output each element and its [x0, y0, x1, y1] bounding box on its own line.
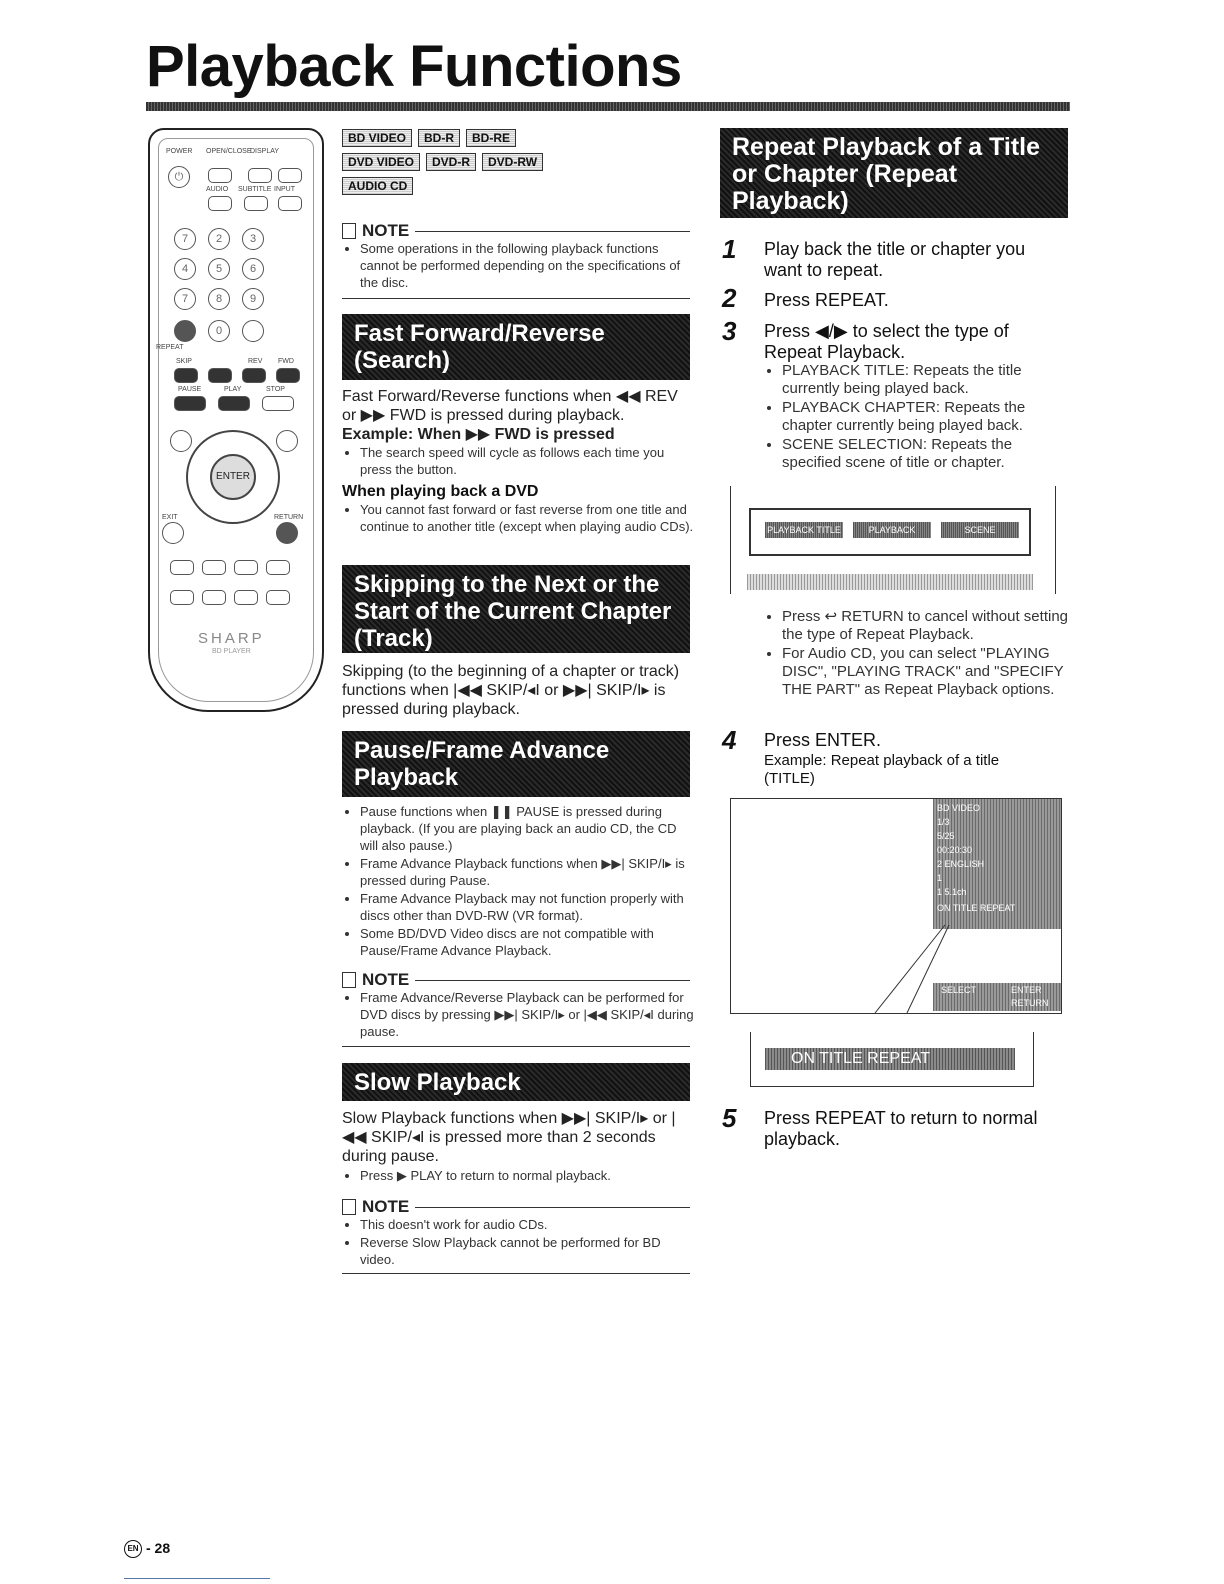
step-3-list: [766, 362, 1072, 473]
remote-label-subtitle: SUBTITLE: [238, 186, 272, 193]
color-button-b: [202, 560, 226, 575]
language-badge: EN: [124, 1540, 142, 1558]
skipping-body: Skipping (to the beginning of a chapter or track) functions when |◀◀ SKIP/◂I or ▶▶| SKIP/I▸ is pressed during playback.: [342, 663, 680, 718]
step-4-number: 4: [722, 725, 737, 755]
section-heading-fast-forward: Fast Forward/Reverse (Search): [342, 314, 690, 380]
num-7-icon: 7: [174, 228, 196, 250]
note1-header: [342, 221, 690, 241]
remote-label-skip: SKIP: [176, 358, 192, 365]
note1-list: [344, 240, 694, 292]
list-item: • You cannot fast forward or fast reverse from one title and continue to another title (except when playing audio CDs).: [360, 501, 694, 535]
exit-button-icon: [162, 522, 184, 544]
badge-dvd-video: DVD VIDEO: [342, 153, 420, 171]
extra-button-a: [170, 590, 194, 605]
option-playback-title: PLAYBACK TITLE: [765, 522, 843, 538]
osd-callout-bar: ON TITLE REPEAT: [765, 1048, 1015, 1070]
remote-label-play: PLAY: [224, 386, 242, 393]
open-close-button: [208, 168, 232, 183]
audio-button: [208, 196, 232, 211]
list-item: • For Audio CD, you can select "PLAYING DISC", "PLAYING TRACK" and "SPECIFY THE PART" as Repeat Playback options.: [782, 645, 1082, 699]
remote-label-exit: EXIT: [162, 514, 178, 521]
note2-label: NOTE: [362, 970, 410, 989]
num-7b-icon: 7: [174, 288, 196, 310]
note2-rule: [415, 980, 690, 981]
badge-bd-video: BD VIDEO: [342, 129, 412, 147]
note3-list: [344, 1216, 694, 1269]
section-heading-slow: Slow Playback: [342, 1063, 690, 1101]
osd-title: 1/3: [937, 817, 950, 827]
disc-badges-row3: [342, 177, 413, 195]
list-item: • Some BD/DVD Video discs are not compatible with Pause/Frame Advance Playback.: [360, 925, 694, 959]
step-4-example: Example: Repeat playback of a title (TITLE): [764, 752, 1000, 787]
rev-button: [242, 368, 266, 383]
step-1-text: Play back the title or chapter you want to repeat.: [764, 239, 1026, 280]
page-title: Playback Functions: [146, 34, 682, 99]
remote-brand-sub: BD PLAYER: [212, 648, 251, 655]
osd-figure: [730, 798, 1062, 1014]
repeat-type-menu: [749, 508, 1031, 556]
slow-body: Slow Playback functions when ▶▶| SKIP/I▸ or |◀◀ SKIP/◂I is pressed more than 2 seconds during pause.: [342, 1110, 676, 1165]
remote-label-stop: STOP: [266, 386, 285, 393]
note-icon: [342, 1199, 356, 1215]
badge-bd-re: BD-RE: [466, 129, 516, 147]
remote-label-open: OPEN/CLOSE: [206, 148, 252, 155]
list-item: • Some operations in the following playback functions cannot be performed depending on the specifications of the disc.: [360, 240, 694, 291]
return-button-icon: [276, 522, 298, 544]
note3-rule: [415, 1207, 690, 1208]
remote-label-return: RETURN: [274, 514, 304, 521]
step-5-number: 5: [722, 1103, 737, 1133]
note3-label: NOTE: [362, 1197, 410, 1216]
slow-list: [344, 1167, 694, 1185]
skip-back-button: [174, 368, 198, 383]
section-heading-repeat: Repeat Playback of a Title or Chapter (Repeat Playback): [720, 128, 1068, 218]
remote-label-rev: REV: [248, 358, 263, 365]
note2-header: [342, 970, 690, 990]
osd-audio: 1 5.1ch: [937, 887, 967, 897]
remote-label-power: POWER: [166, 148, 193, 155]
page-number: [124, 1540, 170, 1558]
num-3-icon: 3: [242, 228, 264, 250]
list-item: • Press ↩ RETURN to cancel without setting the type of Repeat Playback.: [782, 608, 1082, 644]
step-1-number: 1: [722, 234, 737, 264]
subtitle-button: [244, 196, 268, 211]
footer-line: [124, 1578, 270, 1579]
pause-list: [344, 803, 694, 960]
section-heading-pause: Pause/Frame Advance Playback: [342, 731, 690, 797]
remote-label-audio: AUDIO: [206, 186, 229, 193]
remote-label-fwd: FWD: [278, 358, 294, 365]
list-item: • Press ▶ PLAY to return to normal playback.: [360, 1167, 694, 1184]
list-item: • This doesn't work for audio CDs.: [360, 1216, 694, 1233]
remote-label-repeat: REPEAT: [156, 344, 184, 351]
tv-button: [278, 168, 302, 183]
disc-badges-row2: [342, 153, 543, 171]
step-3-text: Press ◀/▶ to select the type of Repeat Playback.: [764, 321, 1009, 362]
title-rule: [146, 102, 1070, 111]
osd-callout: [750, 1032, 1034, 1087]
fast-forward-example: Example: When ▶▶ FWD is pressed: [342, 426, 615, 443]
repeat-type-bar: [747, 574, 1033, 590]
osd-angle: 1: [937, 873, 943, 883]
remote-label-display: DISPLAY: [250, 148, 280, 155]
fwd-button: [276, 368, 300, 383]
stop-button: [262, 396, 294, 411]
osd-subtitle: 2 ENGLISH: [937, 859, 985, 869]
note1-rule: [415, 231, 690, 232]
play-button: [218, 396, 250, 411]
step-2-number: 2: [722, 283, 737, 313]
osd-select: SELECT: [941, 985, 977, 995]
display-button: [248, 168, 272, 183]
color-button-d: [266, 560, 290, 575]
list-item: • PLAYBACK CHAPTER: Repeats the chapter currently being played back.: [782, 399, 1072, 435]
dpad-ring: [186, 430, 280, 524]
note3-bottom-rule: [342, 1273, 690, 1274]
disc-badges-row1: [342, 129, 516, 147]
step-3-number: 3: [722, 316, 737, 346]
input-button: [278, 196, 302, 211]
note3-header: [342, 1197, 690, 1217]
note-icon: [342, 972, 356, 988]
note-icon: [342, 223, 356, 239]
badge-bd-r: BD-R: [418, 129, 460, 147]
num-8-icon: 8: [208, 288, 230, 310]
num-5-icon: 5: [208, 258, 230, 280]
section-heading-skipping: Skipping to the Next or the Start of the Current Chapter (Track): [342, 565, 690, 653]
extra-button-d: [266, 590, 290, 605]
list-item: • Frame Advance Playback functions when ▶▶| SKIP/I▸ is pressed during Pause.: [360, 855, 694, 889]
osd-callout-lines: [731, 799, 1061, 1013]
remote-label-input: INPUT: [274, 186, 295, 193]
list-item: • PLAYBACK TITLE: Repeats the title currently being played back.: [782, 362, 1072, 398]
dvd-list: [344, 501, 694, 536]
num-2-icon: 2: [208, 228, 230, 250]
osd-repeat: ON TITLE REPEAT: [937, 903, 1016, 913]
num-9-icon: 9: [242, 288, 264, 310]
num-6-icon: 6: [242, 258, 264, 280]
fast-forward-body: Fast Forward/Reverse functions when ◀◀ REV or ▶▶ FWD is pressed during playback.: [342, 388, 678, 424]
fast-forward-list: [344, 444, 694, 479]
osd-chapter: 5/25: [937, 831, 955, 841]
page-number-text: - 28: [146, 1540, 171, 1556]
osd-return: RETURN: [1011, 998, 1049, 1008]
repeat-button-icon: [174, 320, 196, 342]
note1-label: NOTE: [362, 221, 410, 240]
color-button-c: [234, 560, 258, 575]
enter-button: ENTER: [210, 454, 256, 500]
repeat-type-figure: [730, 486, 1056, 594]
remote-brand: SHARP: [198, 630, 265, 647]
top-menu-icon: [170, 430, 192, 452]
popup-menu-icon: [276, 430, 298, 452]
osd-time: 00:20:30: [937, 845, 973, 855]
list-item: • Pause functions when ❚❚ PAUSE is pressed during playback. (If you are playing back an audio CD, the CD will also pause.): [360, 803, 694, 854]
num-0-icon: 0: [208, 320, 230, 342]
list-item: • Frame Advance Playback may not function properly with discs other than DVD-RW (VR format).: [360, 890, 694, 924]
note2-list: [344, 989, 694, 1041]
remote-illustration: [148, 128, 324, 712]
list-item: • Frame Advance/Reverse Playback can be performed for DVD discs by pressing ▶▶| SKIP/I▸ or |◀◀ SKIP/◂I during pause.: [360, 989, 694, 1040]
badge-dvd-rw: DVD-RW: [482, 153, 543, 171]
extra-button-c: [234, 590, 258, 605]
osd-disc-type: BD VIDEO: [937, 803, 981, 813]
note1-bottom-rule: [342, 298, 690, 299]
num-4-icon: 4: [174, 258, 196, 280]
pause-button: [174, 396, 206, 411]
power-button-icon: ⏻: [168, 166, 190, 188]
osd-enter: ENTER: [1011, 985, 1042, 995]
step-4-text: Press ENTER.: [764, 730, 882, 750]
remote-body: [158, 138, 314, 702]
list-item: • SCENE SELECTION: Repeats the specified scene of title or chapter.: [782, 436, 1072, 472]
note2-bottom-rule: [342, 1046, 690, 1047]
skip-forward-button: [208, 368, 232, 383]
clear-button-icon: [242, 320, 264, 342]
extra-button-b: [202, 590, 226, 605]
color-button-a: [170, 560, 194, 575]
remote-label-pause: PAUSE: [178, 386, 202, 393]
after-fig1-list: [766, 608, 1082, 700]
dvd-subheading: When playing back a DVD: [342, 483, 539, 500]
badge-audio-cd: AUDIO CD: [342, 177, 413, 195]
option-scene-selection: SCENE SELECTION: [941, 522, 1019, 538]
badge-dvd-r: DVD-R: [426, 153, 476, 171]
step-2-text: Press REPEAT.: [764, 290, 889, 310]
list-item: • Reverse Slow Playback cannot be performed for BD video.: [360, 1234, 694, 1268]
option-playback-chapter: PLAYBACK CHAPTER: [853, 522, 931, 538]
step-5-text: Press REPEAT to return to normal playback.: [764, 1108, 1038, 1149]
list-item: • The search speed will cycle as follows each time you press the button.: [360, 444, 694, 478]
